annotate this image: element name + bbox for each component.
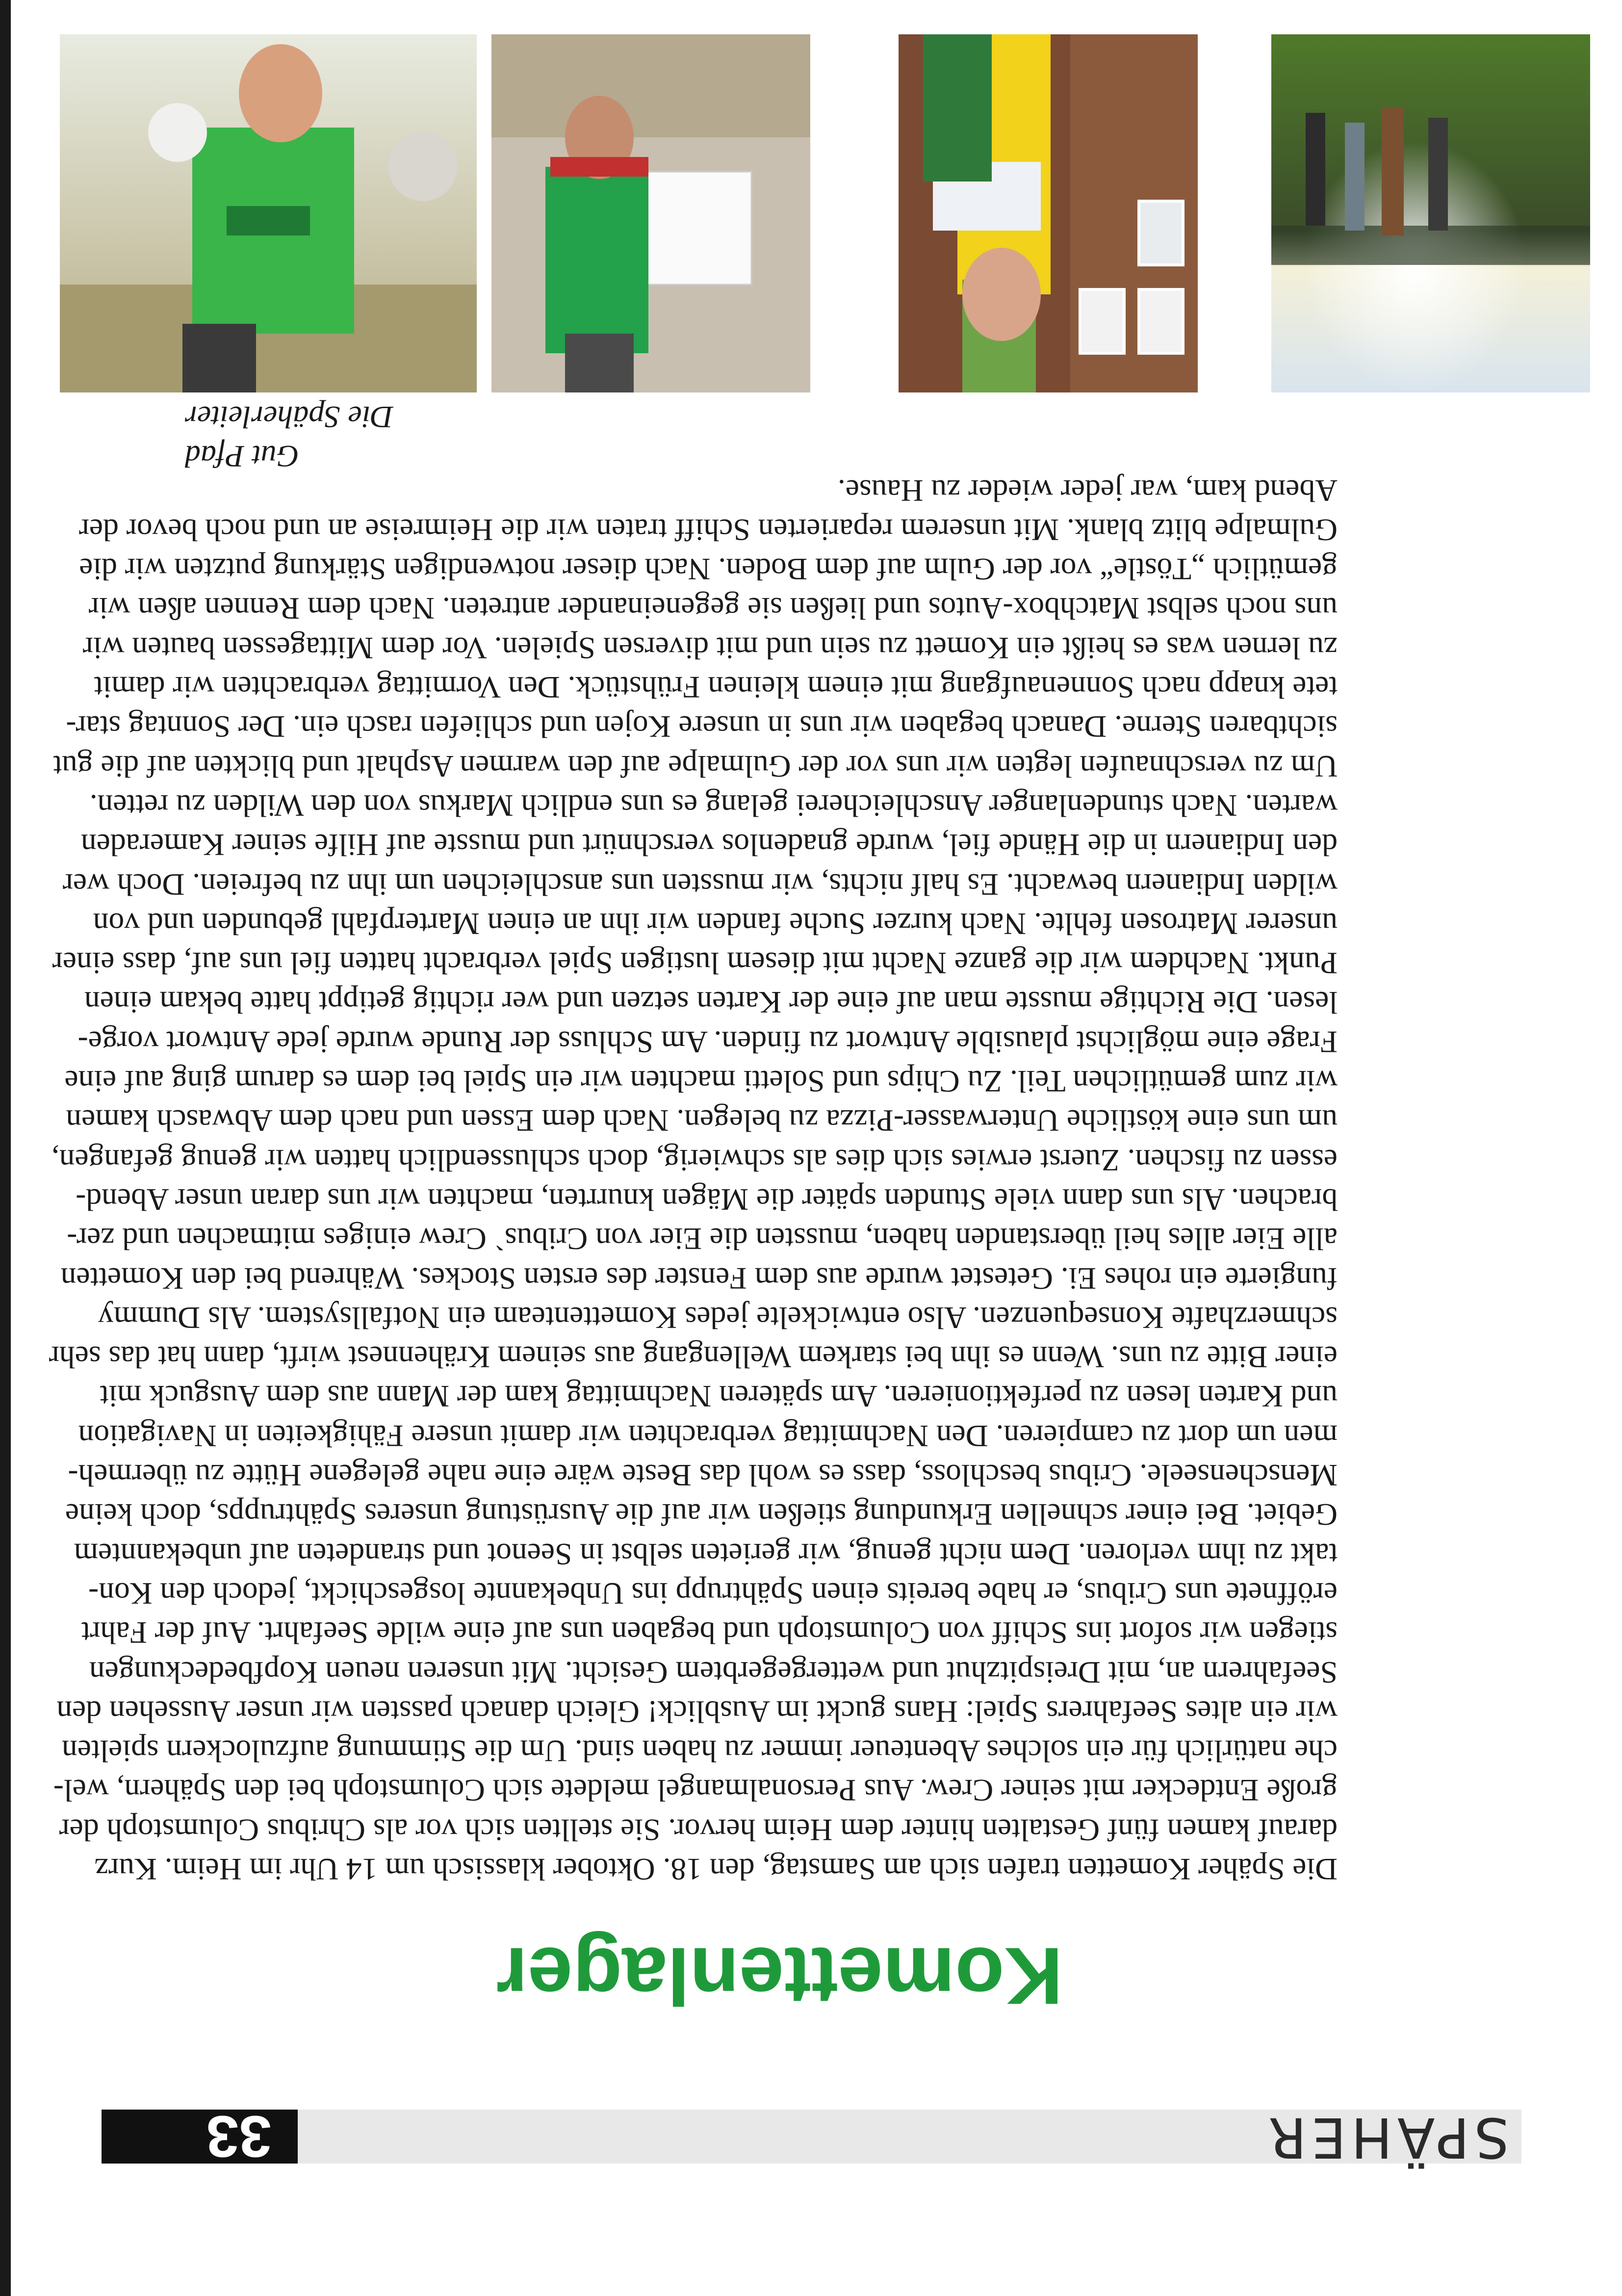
body-line: schmerzhafte Konsequenzen. Also entwickelte jedes Komettenteam ein Notfallsystem. Als Dummy xyxy=(98,1300,1338,1335)
body-line: zu lernen was es heißt ein Komett zu sein und mit diversen Spielen. Vor dem Mittagessen bauten wir xyxy=(82,630,1338,666)
body-line: gemütlich „Töstle“ vor der Gulm auf dem Boden. Nach dieser notwendigen Stärkung putzten wir die xyxy=(79,552,1338,587)
body-line: lesen. Die Richtige musste man auf eine der Karten setzen und wer richtig getippt hatte bekam einen xyxy=(84,985,1338,1020)
photo-scout-with-paper xyxy=(899,34,1198,392)
body-line: den Indianern in die Hände fiel, wurde gnadenlos verschnürt und musste auf Hilfe seiner Kameraden xyxy=(80,828,1338,863)
signoff xyxy=(185,397,528,476)
body-line: um uns eine köstliche Unterwasser-Pizza zu belegen. Nach dem Essen und nach dem Abwasch kamen xyxy=(66,1103,1338,1139)
photo-scout-green-tshirt-outdoor xyxy=(60,34,477,392)
body-line: brachen. Als uns dann viele Stunden später die Mägen knurrten, machten wir uns daran unser Abend- xyxy=(76,1182,1338,1217)
body-line: Seefahrern an, mit Dreispitzhut und wettergegerbtem Gesicht. Mit unseren neuen Kopfbedeckungen xyxy=(89,1655,1338,1690)
body-line: unserer Matrosen fehlte. Nach kurzer Suche fanden wir ihn an einen Marterpfahl gebunden und von xyxy=(93,906,1338,941)
body-line: Menschenseele. Cribus beschloss, dass es wohl das Beste wäre eine nahe gelegene Hütte zu übermeh- xyxy=(68,1458,1338,1493)
body-line: fungierte ein rohes Ei. Getestet wurde aus dem Fenster des ersten Stockes. Während bei den Kometten xyxy=(60,1261,1338,1296)
article-title: Komettenlager xyxy=(496,1931,1063,2021)
body-line: stiegen wir sofort ins Schiff von Columstoph und begaben uns auf eine wilde Seefahrt. Auf der Fahrt xyxy=(81,1616,1338,1651)
body-line: che natürlich für ein solches Abenteuer immer zu haben sind. Um die Stimmung aufzulockern spielten xyxy=(62,1734,1338,1769)
body-line: einer Bitte zu uns. Wenn es ihn bei starkem Wellengang aus seinem Krähennest wirft, dann hat das sehr xyxy=(49,1340,1338,1375)
body-line: sichtbaren Sterne. Danach begaben wir uns in unsere Kojen und schliefen rasch ein. Der Sonntag star- xyxy=(66,709,1338,745)
scan-edge xyxy=(0,0,11,2296)
page-number: 33 xyxy=(206,2104,272,2169)
body-line: wir ein altes Seefahrers Spiel: Hans guckt im Ausblick! Gleich danach passten wir unser Aussehen den xyxy=(56,1694,1338,1729)
signoff-line: Gut Pfad xyxy=(185,439,299,474)
body-line: essen zu fischen. Zuerst erwies sich dies als schwierig, doch schlussendlich hatten wir genug gefangen, xyxy=(51,1143,1338,1178)
body-line: Gulmalpe blitz blank. Mit unserem reparierten Schiff traten wir die Heimreise an und noch bevor der xyxy=(78,512,1338,548)
photo-field-sunset xyxy=(1271,34,1590,392)
body-line: eröffnete uns Cribus, er habe bereits einen Spähtrupp ins Unbekannte losgeschickt, jedoch den Kon- xyxy=(88,1576,1338,1611)
body-line: uns noch selbst Matchbox-Autos und ließen sie gegeneinander antreten. Nach dem Rennen aßen wir xyxy=(88,591,1338,626)
body-line: darauf kamen fünf Gestalten hinter dem Heim hervor. Sie stellten sich vor als Chribus Columstoph der xyxy=(59,1812,1338,1848)
body-line: wir zum gemütlichen Teil. Zu Chips und Soletti machten wir ein Spiel bei dem es darum ging auf eine xyxy=(64,1064,1338,1099)
body-line: Punkt. Nachdem wir die ganze Nacht mit diesem lustigen Spiel verbracht hatten fiel uns auf, dass einer xyxy=(52,946,1338,981)
body-line: Gebiet. Bei einer schnellen Erkundung stießen wir auf die Ausrüstung unseres Spähtrupps, doch keine xyxy=(65,1497,1338,1533)
body-line: tete knapp nach Sonnenaufgang mit einem kleinen Frühstück. Den Vormittag verbrachten wir damit xyxy=(94,670,1338,705)
signoff-line: Die Späherleiter xyxy=(185,400,393,435)
photo-scout-green-shirt xyxy=(491,34,810,392)
article-body xyxy=(49,470,1338,1889)
body-line: wilden Indianern bewacht. Es half nichts, wir mussten uns anschleichen um ihn zu befreien. Doch wer xyxy=(62,867,1338,902)
body-line: große Entdecker mit seiner Crew. Aus Personalmangel meldete sich Columstoph bei den Spähern, wel- xyxy=(53,1773,1338,1808)
page-header xyxy=(0,2104,1622,2296)
body-line: takt zu ihm verloren. Dem nicht genug, wir gerieten selbst in Seenot und strandeten auf unbekanntem xyxy=(74,1537,1338,1572)
body-line: men um dort zu campieren. Den Nachmittag verbrachten wir damit unsere Fähigkeiten in Navigation xyxy=(78,1418,1338,1454)
body-line: warten. Nach stundenlanger Anschleicherei gelang es uns endlich Markus von den Wilden zu retten. xyxy=(89,788,1338,823)
body-line: Frage eine möglichst plausible Antwort zu finden. Am Schluss der Runde wurde jede Antwort vorge- xyxy=(77,1024,1338,1060)
body-line: alle Eier alles heil überstanden haben, mussten die Eier von Cribus` Crew einiges mitmachen und zer- xyxy=(67,1222,1338,1257)
scan-edge xyxy=(1614,0,1622,2296)
body-line: und Karten lesen zu perfektionieren. Am späteren Nachmittag kam der Mann aus dem Ausguck mit xyxy=(100,1379,1338,1414)
body-line: Um zu verschnaufen legten wir uns vor der Gulmalpe auf den warmen Asphalt und blickten auf die gut xyxy=(53,749,1338,784)
body-line: Die Späher Kometten trafen sich am Samstag, den 18. Oktober klassisch um 14 Uhr im Heim. Kurz xyxy=(94,1852,1338,1887)
section-name: SPÄHER xyxy=(1263,2105,1509,2169)
body-line: Abend kam, war jeder wieder zu Hause. xyxy=(837,473,1338,508)
